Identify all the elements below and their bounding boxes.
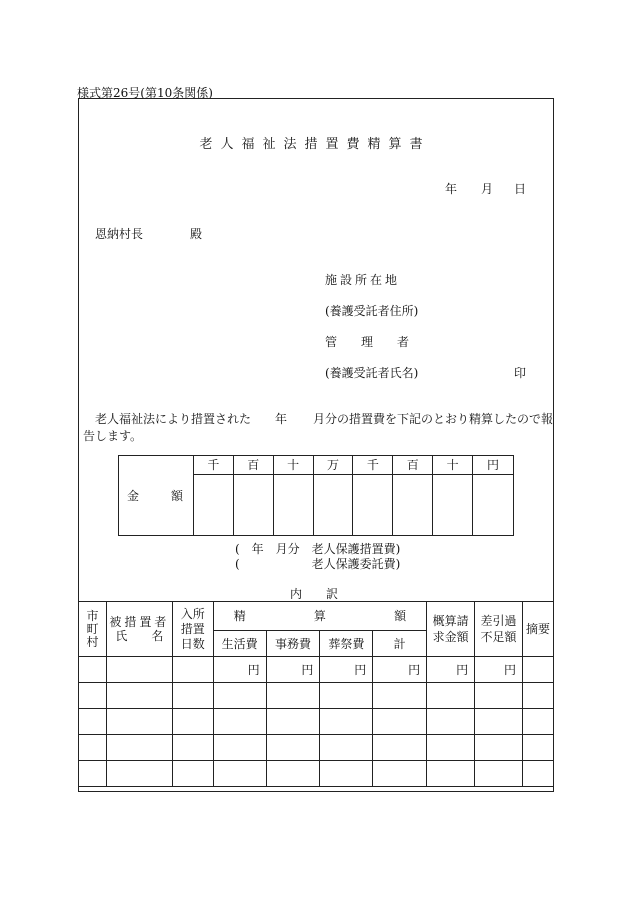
table-cell[interactable] <box>475 761 523 787</box>
col-days-header <box>172 602 213 657</box>
table-cell[interactable] <box>266 709 320 735</box>
table-cell[interactable] <box>320 683 373 709</box>
table-cell[interactable] <box>266 683 320 709</box>
yen-unit[interactable]: 円 <box>320 657 373 683</box>
amount-label-cell <box>119 456 194 536</box>
col-city-label: 市町村 <box>86 608 99 649</box>
digit-header: 千 <box>193 456 233 475</box>
date-day-label: 日 <box>514 182 527 196</box>
table-cell[interactable] <box>79 761 107 787</box>
date-year-label: 年 <box>445 182 458 196</box>
col-name-label-a: 被措置者 <box>109 615 170 629</box>
table-cell[interactable] <box>523 761 554 787</box>
table-cell[interactable] <box>523 735 554 761</box>
digit-header: 百 <box>393 456 433 475</box>
yen-unit[interactable]: 円 <box>475 657 523 683</box>
col-name-label-b: 氏 名 <box>115 629 164 643</box>
digit-header: 千 <box>353 456 393 475</box>
digit-input-cell[interactable] <box>353 475 393 536</box>
table-cell[interactable] <box>523 709 554 735</box>
table-cell[interactable] <box>427 735 475 761</box>
table-cell[interactable] <box>266 761 320 787</box>
addressee-name: 恩納村長 <box>95 227 144 241</box>
table-cell[interactable] <box>79 709 107 735</box>
table-cell[interactable] <box>320 761 373 787</box>
table-cell[interactable] <box>373 761 427 787</box>
digit-header: 百 <box>233 456 273 475</box>
col-settlement-label-a: 精 <box>233 609 246 623</box>
table-cell[interactable] <box>213 735 266 761</box>
table-cell[interactable] <box>213 683 266 709</box>
col-difference-header <box>475 602 523 657</box>
sub-col-total: 計 <box>373 631 427 657</box>
col-settlement-label-b: 算 <box>313 609 326 623</box>
table-cell[interactable] <box>266 735 320 761</box>
yen-unit[interactable]: 円 <box>373 657 427 683</box>
table-cell[interactable] <box>106 683 172 709</box>
table-row <box>79 683 554 709</box>
col-difference-label: 差引過不足額 <box>480 614 517 644</box>
table-cell[interactable] <box>79 735 107 761</box>
note-measure-fee: ( 年 月分 老人保護措置費) <box>235 542 401 556</box>
table-cell[interactable] <box>106 735 172 761</box>
yen-unit[interactable]: 円 <box>213 657 266 683</box>
table-cell[interactable] <box>172 735 213 761</box>
table-cell[interactable] <box>172 683 213 709</box>
amount-label-gaku: 額 <box>171 488 184 503</box>
table-cell[interactable] <box>475 709 523 735</box>
facility-manager-label: 管 理 者 <box>325 335 410 349</box>
digit-input-cell[interactable] <box>273 475 313 536</box>
digit-input-cell[interactable] <box>393 475 433 536</box>
table-cell[interactable] <box>523 683 554 709</box>
table-cell[interactable] <box>475 683 523 709</box>
table-cell[interactable] <box>172 761 213 787</box>
table-row <box>79 735 554 761</box>
table-row <box>79 761 554 787</box>
col-settlement-label-c: 額 <box>394 609 407 623</box>
table-cell[interactable] <box>427 683 475 709</box>
col-settlement-header <box>213 602 426 631</box>
table-cell[interactable] <box>427 709 475 735</box>
note-consignment-fee: ( 老人保護委託費) <box>235 557 401 571</box>
col-remarks-header: 摘要 <box>523 602 554 657</box>
table-cell[interactable] <box>373 709 427 735</box>
table-cell[interactable] <box>79 657 107 683</box>
sub-col-admin: 事務費 <box>266 631 320 657</box>
table-cell[interactable] <box>320 709 373 735</box>
seal-mark: 印 <box>514 366 527 380</box>
digit-input-cell[interactable] <box>433 475 473 536</box>
breakdown-table <box>78 601 554 787</box>
table-row <box>79 709 554 735</box>
digit-input-cell[interactable] <box>233 475 273 536</box>
yen-unit[interactable]: 円 <box>427 657 475 683</box>
body-text-line2: 告します。 <box>83 429 143 443</box>
amount-label-kin: 金 <box>127 488 140 503</box>
digit-header: 十 <box>273 456 313 475</box>
body-text-year: 年 <box>275 412 288 426</box>
table-cell[interactable] <box>475 735 523 761</box>
amount-table <box>118 455 514 536</box>
table-cell[interactable] <box>523 657 554 683</box>
table-cell[interactable] <box>373 683 427 709</box>
yen-unit[interactable]: 円 <box>266 657 320 683</box>
digit-header: 十 <box>433 456 473 475</box>
table-cell[interactable] <box>106 709 172 735</box>
sub-col-funeral: 葬祭費 <box>320 631 373 657</box>
table-cell[interactable] <box>172 709 213 735</box>
col-estimate-label: 概算請求金額 <box>432 614 469 644</box>
digit-header: 円 <box>473 456 514 475</box>
col-name-header <box>106 602 172 657</box>
table-cell[interactable] <box>373 735 427 761</box>
facility-manager-alt-label: (養護受託者氏名) <box>325 366 419 380</box>
body-text-part1: 老人福祉法により措置された <box>95 412 252 426</box>
document-title: 老人福祉法措置費精算書 <box>199 137 431 152</box>
sub-col-living: 生活費 <box>213 631 266 657</box>
addressee-honorific: 殿 <box>190 227 203 241</box>
table-cell[interactable] <box>213 761 266 787</box>
digit-input-cell[interactable] <box>313 475 353 536</box>
facility-location-alt-label: (養護受託者住所) <box>325 304 419 318</box>
digit-header: 万 <box>313 456 353 475</box>
breakdown-title: 内 訳 <box>290 587 339 601</box>
table-cell[interactable] <box>213 709 266 735</box>
table-cell[interactable] <box>427 761 475 787</box>
facility-location-label: 施設所在地 <box>325 273 401 287</box>
table-cell[interactable] <box>172 657 213 683</box>
col-city-header <box>79 602 107 657</box>
table-cell[interactable] <box>106 657 172 683</box>
body-text-part2: 月分の措置費を下記のとおり精算したので報 <box>313 412 554 426</box>
form-number-label: 様式第26号(第10条関係) <box>77 86 213 100</box>
digit-input-cell[interactable] <box>193 475 233 536</box>
table-cell[interactable] <box>320 735 373 761</box>
table-cell[interactable] <box>106 761 172 787</box>
col-days-label: 入所措置日数 <box>180 606 205 651</box>
date-month-label: 月 <box>481 182 494 196</box>
table-cell[interactable] <box>79 683 107 709</box>
digit-input-cell[interactable] <box>473 475 514 536</box>
col-estimate-header <box>427 602 475 657</box>
